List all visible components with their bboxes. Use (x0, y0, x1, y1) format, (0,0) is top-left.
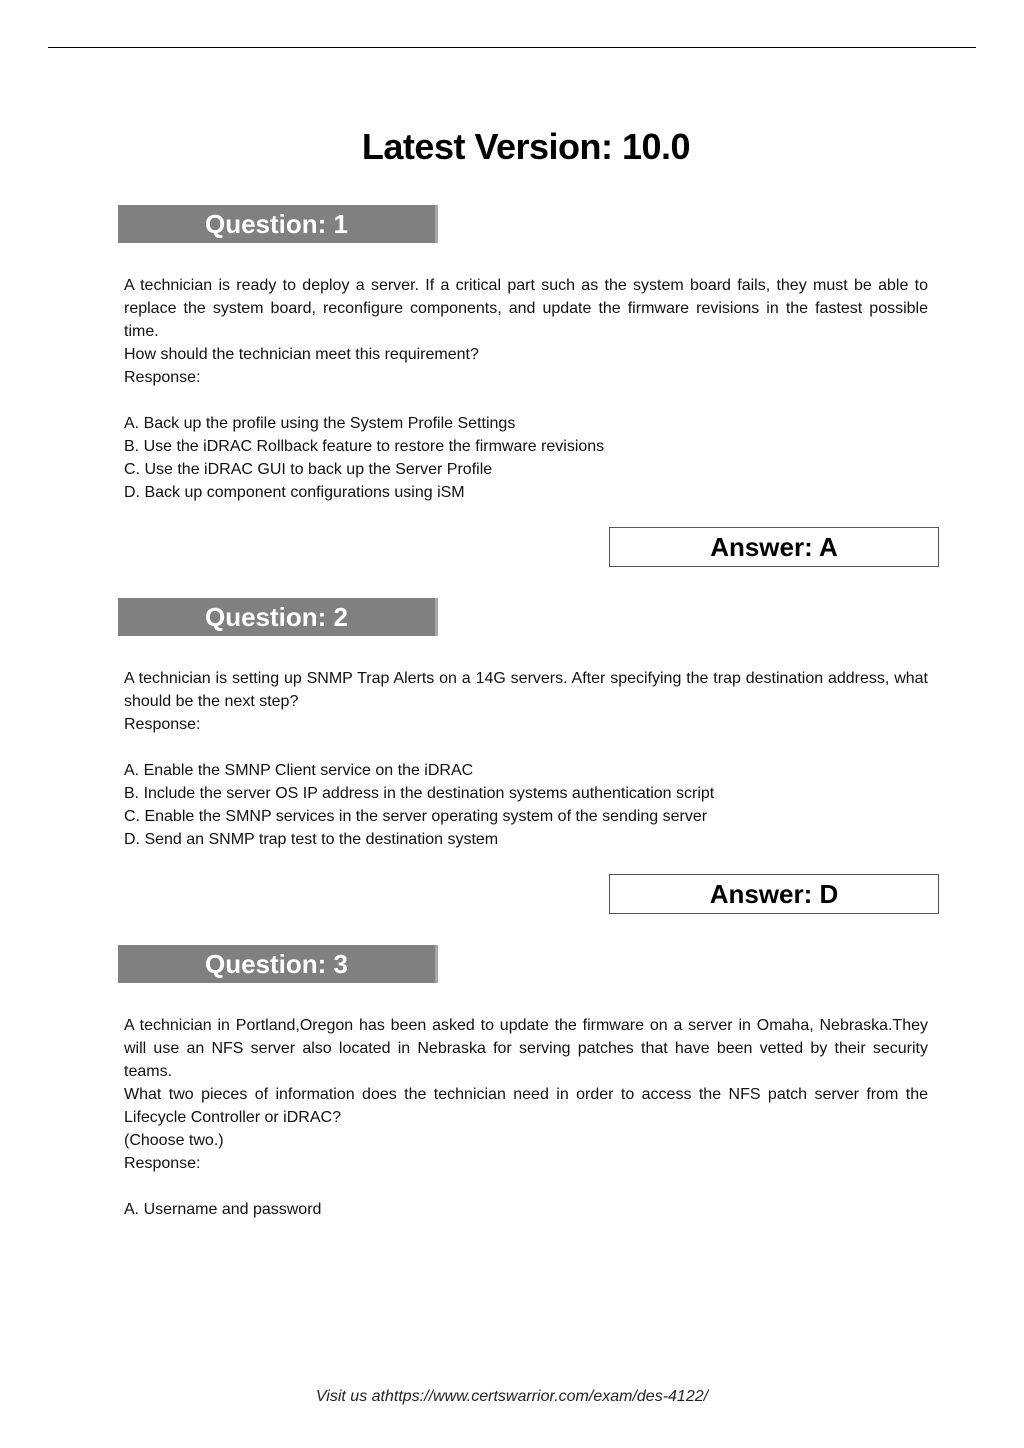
question-3-prompt: What two pieces of information does the technician need in order to access the NFS patch server from the Lifecycle Controller or iDRAC? (124, 1086, 928, 1126)
question-2-stem: A technician is setting up SNMP Trap Alerts on a 14G servers. After specifying the trap destination address, what should be the next step? (124, 670, 928, 710)
question-2-option-d: D. Send an SNMP trap test to the destination system (124, 831, 499, 848)
question-2-option-b: B. Include the server OS IP address in the destination systems authentication script (124, 785, 715, 802)
question-1-stem: A technician is ready to deploy a server. If a critical part such as the system board fails, they must be able to replace the system board, reconfigure components, and update the firmware revisions in the fastest possible time. (124, 277, 928, 340)
question-1-body (124, 274, 928, 504)
header-rule (48, 47, 976, 48)
question-1-heading: Question: 1 (118, 205, 438, 243)
question-3-response-label: Response: (124, 1155, 201, 1172)
question-2-option-c: C. Enable the SMNP services in the server operating system of the sending server (124, 808, 708, 825)
question-1-prompt: How should the technician meet this requirement? (124, 346, 479, 363)
question-3-option-a: A. Username and password (124, 1201, 322, 1218)
document-title: Latest Version: 10.0 (361, 126, 691, 167)
question-2-answer: Answer: D (609, 874, 939, 914)
question-2-heading: Question: 2 (118, 598, 438, 636)
question-2-response-label: Response: (124, 716, 201, 733)
question-3-choose-note: (Choose two.) (124, 1132, 224, 1149)
question-3-body (124, 1014, 928, 1221)
question-3-heading: Question: 3 (118, 945, 438, 983)
question-2-option-a: A. Enable the SMNP Client service on the iDRAC (124, 762, 474, 779)
question-3-stem: A technician in Portland,Oregon has been asked to update the firmware on a server in Omaha, Nebraska.They will use an NFS server also located in Nebraska for serving patches that have been vetted by their security teams. (124, 1017, 928, 1080)
footer-link-text: Visit us athttps://www.certswarrior.com/exam/des-4122/ (315, 1388, 709, 1405)
question-1-response-label: Response: (124, 369, 201, 386)
question-1-option-a: A. Back up the profile using the System Profile Settings (124, 415, 516, 432)
question-2-body (124, 667, 928, 851)
question-1-option-d: D. Back up component configurations using iSM (124, 484, 465, 501)
question-1-option-b: B. Use the iDRAC Rollback feature to restore the firmware revisions (124, 438, 605, 455)
question-1-answer: Answer: A (609, 527, 939, 567)
question-1-option-c: C. Use the iDRAC GUI to back up the Server Profile (124, 461, 493, 478)
